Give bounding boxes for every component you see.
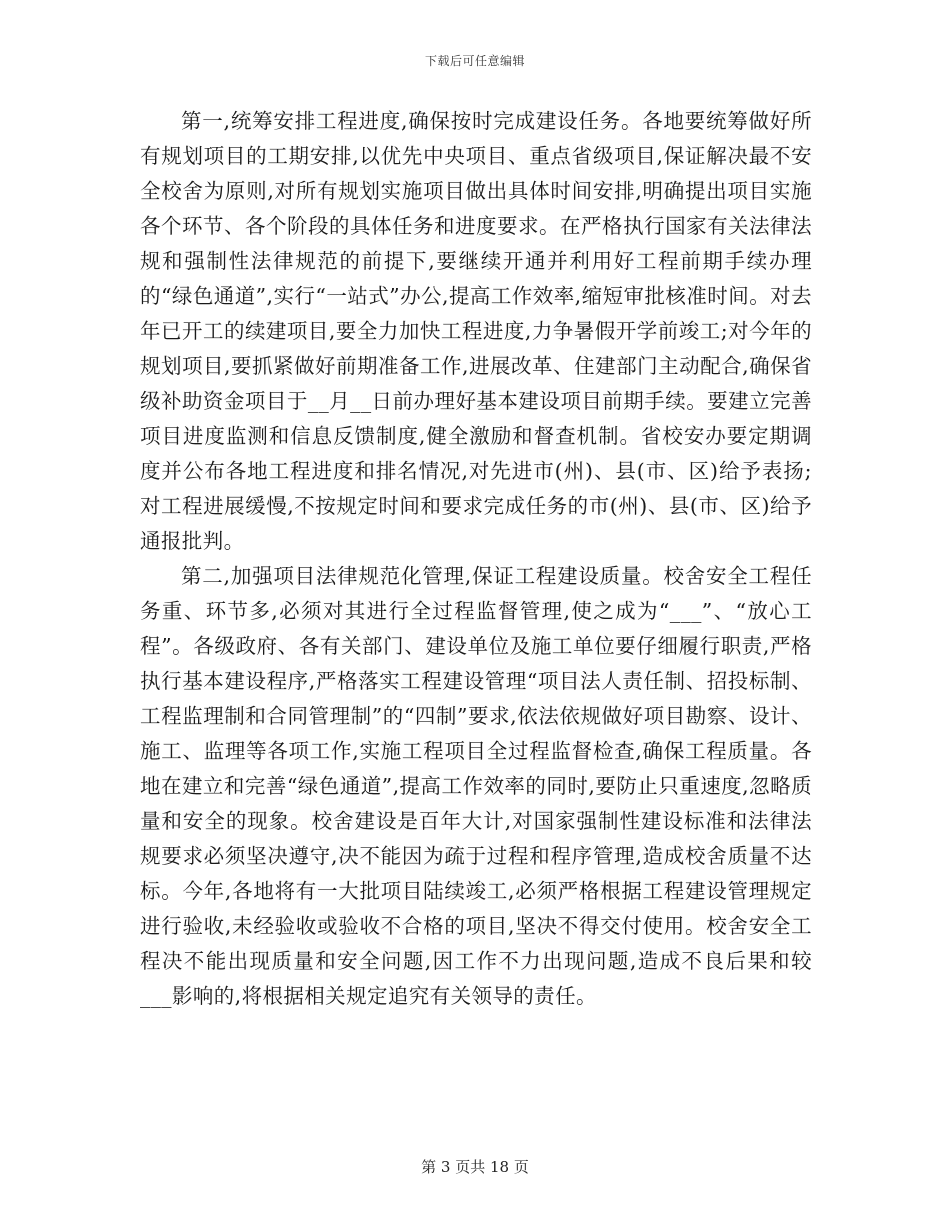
header-note: 下载后可任意编辑 [424,54,525,68]
page-number: 第 3 页共 18 页 [421,1158,529,1176]
paragraph-2: 第二,加强项目法律规范化管理,保证工程建设质量。校舍安全工程任务重、环节多,必须对其进行全过程监督管理,使之成为“___”、“放心工程”。各级政府、各有关部门、建设单位及施工单位要仔细履行职责,严格执行基本建设程序,严格落实工程建设管理“项目法人责任制、招投标制、工程监理制和合同管理制”的“四制”要求,依法依规做好项目勘察、设计、施工、监理等各项工作,实施工程项目全过程监督检查,确保工程质量。各地在建立和完善“绿色通道”,提高工作效率的同时,要防止只重速度,忽略质量和安全的现象。校舍建设是百年大计,对国家强制性建设标准和法律法规要求必须坚决遵守,决不能因为疏于过程和程序管理,造成校舍质量不达标。今年,各地将有一大批项目陆续竣工,必须严格根据工程建设管理规定进行验收,未经验收或验收不合格的项目,坚决不得交付使用。校舍安全工程决不能出现质量和安全问题,因工作不力出现问题,造成不良后果和较___影响的,将根据相关规定追究有关领导的责任。 [140,564,812,1008]
document-body [140,104,812,1014]
paragraph-1: 第一,统筹安排工程进度,确保按时完成建设任务。各地要统筹做好所有规划项目的工期安排,以优先中央项目、重点省级项目,保证解决最不安全校舍为原则,对所有规划实施项目做出具体时间安排,明确提出项目实施各个环节、各个阶段的具体任务和进度要求。在严格执行国家有关法律法规和强制性法律规范的前提下,要继续开通并利用好工程前期手续办理的“绿色通道”,实行“一站式”办公,提高工作效率,缩短审批核准时间。对去年已开工的续建项目,要全力加快工程进度,力争暑假开学前竣工;对今年的规划项目,要抓紧做好前期准备工作,进展改革、住建部门主动配合,确保省级补助资金项目于__月__日前办理好基本建设项目前期手续。要建立完善项目进度监测和信息反馈制度,健全激励和督查机制。省校安办要定期调度并公布各地工程进度和排名情况,对先进市(州)、县(市、区)给予表扬;对工程进展缓慢,不按规定时间和要求完成任务的市(州)、县(市、区)给予通报批判。 [140,109,812,553]
